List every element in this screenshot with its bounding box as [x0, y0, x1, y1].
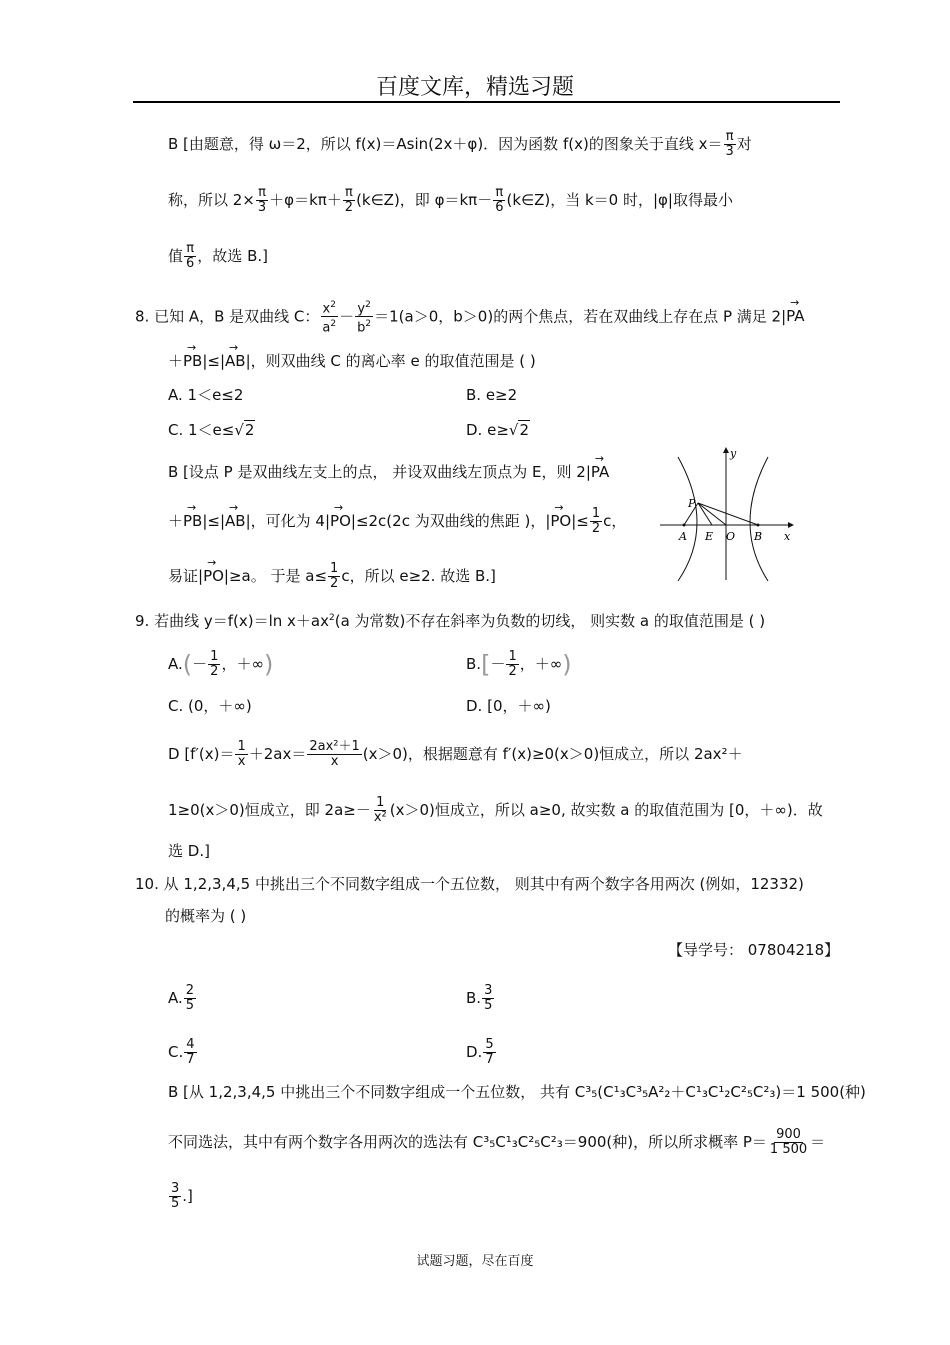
- fraction: [235, 740, 247, 769]
- q10-answer-line2: [168, 1128, 825, 1157]
- label: A.: [168, 655, 183, 673]
- label-a: A: [679, 530, 687, 543]
- q8-stem-line2: [168, 351, 536, 371]
- text: ＋φ＝kπ＋: [269, 191, 342, 209]
- fraction: [320, 298, 338, 336]
- right-branch: [750, 457, 768, 581]
- q10-answer-line1: B [从 1,2,3,4,5 中挑出三个不同数字组成一个五位数， 共有 C³₅(C¹₃C³₅A²₂＋C¹₃C¹₂C²₅C²₃)＝1 500(种): [168, 1083, 866, 1101]
- text: ，故选 B.]: [197, 247, 268, 265]
- text: 8. 已知 A，B 是双曲线 C：: [135, 307, 320, 326]
- fraction: [208, 650, 220, 679]
- q8-option-b: B. e≥2: [466, 386, 518, 404]
- numerator: π: [495, 185, 504, 200]
- vector-ab: → AB: [225, 351, 246, 371]
- point-b: [757, 524, 760, 527]
- text: (x＞0)，根据题意有 f′(x)≥0(x＞0)恒成立，所以 2ax²＋: [362, 745, 743, 763]
- q8-answer-line2: [168, 507, 626, 536]
- text: (k∈Z)，当 k＝0 时，|φ|取得最小: [506, 191, 733, 209]
- var-a: a: [322, 320, 331, 336]
- q9-answer-line2: [168, 796, 823, 825]
- vector-po: → PO: [203, 566, 224, 586]
- q9-answer-line3: 选 D.]: [168, 842, 210, 860]
- fraction: [506, 650, 518, 679]
- label-b: B: [754, 530, 763, 543]
- text: |，可化为 4|: [245, 512, 331, 530]
- radicand: 2: [519, 421, 529, 439]
- superscript: 2: [328, 613, 335, 623]
- fraction: [343, 186, 355, 215]
- text: |≤|: [202, 512, 226, 530]
- vector-pb: → PB: [183, 511, 202, 531]
- text: ＋2ax＝: [248, 745, 307, 763]
- label-o: O: [726, 530, 736, 543]
- label-x: x: [784, 530, 791, 543]
- var-y: y: [357, 301, 366, 317]
- text: 1≥0(x＞0)恒成立，即 2a≥－: [168, 801, 371, 819]
- point-a: [683, 524, 686, 527]
- text: ＋: [168, 512, 184, 530]
- q7-answer-line1: [168, 130, 752, 159]
- text: B [设点 P 是双曲线左支上的点， 并设双曲线左顶点为 E，则 2|: [168, 463, 591, 481]
- denominator: 2: [330, 576, 339, 591]
- q8-option-a: A. 1＜e≤2: [168, 386, 244, 404]
- vector-po: → PO: [550, 511, 571, 531]
- page-footer: 试题习题，尽在百度: [416, 1254, 534, 1269]
- label: D.: [466, 1043, 483, 1061]
- q9-answer-line1: [168, 740, 743, 769]
- denominator: 5: [185, 998, 195, 1013]
- q10-option-b: [466, 984, 495, 1013]
- label-y: y: [730, 447, 737, 460]
- text: D. e≥: [466, 421, 509, 439]
- text: 对: [736, 135, 752, 153]
- denominator: 3: [257, 200, 267, 215]
- text: c，所以 e≥2. 故选 B.]: [341, 567, 496, 585]
- denominator: x²: [373, 810, 387, 825]
- numerator: 2: [185, 983, 195, 998]
- numerator: 3: [484, 983, 493, 998]
- denominator: 2: [344, 200, 354, 215]
- numerator: 4: [186, 1037, 195, 1052]
- vector-pa: → PA: [786, 306, 804, 326]
- text: 不同选法，其中有两个数字各用两次的选法有 C³₅C¹₃C²₅C²₃＝900(种)，所以所求概率 P＝: [168, 1133, 767, 1151]
- numerator: $x^2$: [322, 300, 336, 317]
- denominator: x: [237, 754, 246, 769]
- segment-po: [698, 503, 726, 525]
- q8-answer-line1: [168, 462, 609, 482]
- q10-stem-line2: 的概率为 ( ): [165, 907, 247, 925]
- fraction: [723, 130, 735, 159]
- q10-stem-line1: 10. 从 1,2,3,4,5 中挑出三个不同数字组成一个五位数， 则其中有两个数字各用两次 (例如，12332): [135, 875, 804, 893]
- denominator: 6: [186, 256, 195, 271]
- x-axis-arrow: [788, 522, 794, 528]
- text: |≥a。 于是 a≤: [223, 567, 328, 585]
- text: (a 为常数)不存在斜率为负数的切线， 则实数 a 的取值范围是 ( ): [334, 612, 766, 630]
- fraction: [184, 242, 196, 271]
- numerator: 2ax²＋1: [309, 739, 360, 754]
- label: C.: [168, 1043, 184, 1061]
- numerator: π: [345, 185, 353, 200]
- q9-option-b: B.[－ $\frac{1}{2}$ ，＋∞): [466, 649, 572, 679]
- denominator: $b^2$: [357, 319, 372, 336]
- fraction: [355, 298, 373, 336]
- numerator: 1: [508, 649, 517, 664]
- fraction: [307, 740, 361, 769]
- q7-answer-line2: [168, 186, 733, 215]
- text: －: [192, 655, 208, 673]
- fraction: [768, 1128, 809, 1157]
- y-axis-arrow: [723, 447, 729, 453]
- fraction: [590, 507, 602, 536]
- q7-answer-line3: [168, 242, 268, 271]
- label-e: E: [705, 530, 714, 543]
- text: |≤|: [202, 352, 226, 370]
- text: |≤2c(2c 为双曲线的焦距 )，|: [350, 512, 551, 530]
- q10-option-c: [168, 1038, 198, 1067]
- text: (k∈Z)，即 φ＝kπ－: [356, 191, 493, 209]
- text: c，: [603, 512, 627, 530]
- hyperbola-figure: [660, 445, 795, 585]
- label: B.: [466, 989, 482, 1007]
- label: B.: [466, 655, 482, 673]
- denominator: 2: [508, 664, 517, 679]
- q10-option-d: [466, 1038, 497, 1067]
- fraction: [256, 186, 268, 215]
- numerator: 3: [171, 1181, 180, 1196]
- text: ，＋∞: [221, 655, 264, 673]
- segment-pb: [698, 503, 758, 525]
- label-p: P: [688, 497, 696, 510]
- vector-ab: → AB: [225, 511, 246, 531]
- denominator: 3: [725, 144, 734, 159]
- text: ＝1(a＞0，b＞0)的两个焦点，若在双曲线上存在点 P 满足 2|: [374, 307, 787, 326]
- numerator: 1: [591, 506, 601, 521]
- vector-pa: → PA: [591, 462, 609, 482]
- text: 称，所以 2×: [168, 191, 255, 209]
- numerator: 5: [485, 1037, 494, 1052]
- numerator: 1: [210, 649, 219, 664]
- numerator: π: [186, 241, 195, 256]
- numerator: π: [258, 185, 266, 200]
- text: |≤: [571, 512, 589, 530]
- text: 值: [168, 247, 184, 265]
- text: B [由题意，得 ω＝2，所以 f(x)＝Asin(2x＋φ)．因为函数 f(x)的图象关于直线 x＝: [168, 135, 723, 153]
- denominator: 7: [485, 1052, 494, 1067]
- denominator: 7: [186, 1052, 195, 1067]
- numerator: 1: [330, 561, 339, 576]
- denominator: $a^2$: [322, 319, 337, 336]
- q9-option-c: C. (0，＋∞): [168, 697, 252, 715]
- q9-stem: [135, 608, 765, 631]
- header-divider: [133, 101, 840, 103]
- segment-pe: [698, 503, 712, 525]
- text: ＋: [168, 352, 184, 370]
- fraction: [184, 984, 196, 1013]
- q8-option-d: D. e≥√2: [466, 421, 529, 439]
- fraction: [169, 1182, 181, 1211]
- fraction: [184, 1038, 196, 1067]
- text: C. 1＜e≤: [168, 421, 235, 439]
- text: (x＞0)恒成立，所以 a≥0, 故实数 a 的取值范围为 [0，＋∞)．故: [389, 801, 823, 819]
- q9-option-a: A.(－ $\frac{1}{2}$ ，＋∞): [168, 649, 274, 679]
- label: A.: [168, 989, 183, 1007]
- numerator: $y^2$: [357, 300, 371, 317]
- fraction: [372, 796, 389, 825]
- text: |，则双曲线 C 的离心率 e 的取值范围是 ( ): [245, 352, 536, 370]
- vector-pb: → PB: [183, 351, 202, 371]
- numerator: π: [725, 129, 734, 144]
- fraction: [483, 1038, 495, 1067]
- q8-answer-line3: [168, 562, 496, 591]
- fraction: [328, 562, 340, 591]
- text: 易证|: [168, 567, 204, 585]
- vector-po: → PO: [330, 511, 351, 531]
- reference-number: 【导学号： 07804218】: [668, 941, 840, 959]
- denominator: x: [330, 754, 339, 769]
- q10-option-a: [168, 984, 197, 1013]
- page-header: 百度文库，精选习题: [375, 75, 574, 100]
- denominator: 1 500: [769, 1142, 808, 1157]
- radicand: 2: [244, 421, 255, 439]
- q10-answer-line3: [168, 1182, 193, 1211]
- denominator: 6: [495, 200, 504, 215]
- text: .]: [182, 1187, 193, 1205]
- numerator: 1: [237, 739, 246, 754]
- denominator: 5: [171, 1196, 180, 1211]
- denominator: 2: [210, 664, 219, 679]
- numerator: 1: [376, 795, 385, 810]
- text: ，＋∞: [519, 655, 563, 673]
- denominator: 5: [484, 998, 493, 1013]
- var-b: b: [357, 320, 366, 336]
- var-x: x: [322, 301, 331, 317]
- q9-option-d: D. [0，＋∞): [466, 697, 551, 715]
- text: ＝: [810, 1133, 826, 1151]
- fraction: [493, 186, 505, 215]
- fraction: [482, 984, 494, 1013]
- text: D [f′(x)＝: [168, 745, 235, 763]
- denominator: 2: [591, 521, 601, 536]
- numerator: 900: [776, 1127, 801, 1142]
- text: －: [490, 655, 506, 673]
- text: 9. 若曲线 y＝f(x)＝ln x＋ax: [135, 612, 329, 630]
- q8-option-c: C. 1＜e≤√2: [168, 421, 255, 439]
- q8-stem-line1: 8. 已知 A，B 是双曲线 C： $\frac{x^2}{a^2}$ － $\frac{y^2}{b^2}$ ＝1(a＞0，b＞0)的两个焦点，若在双曲线上存在点 P 满足 2|→ PA: [135, 298, 805, 336]
